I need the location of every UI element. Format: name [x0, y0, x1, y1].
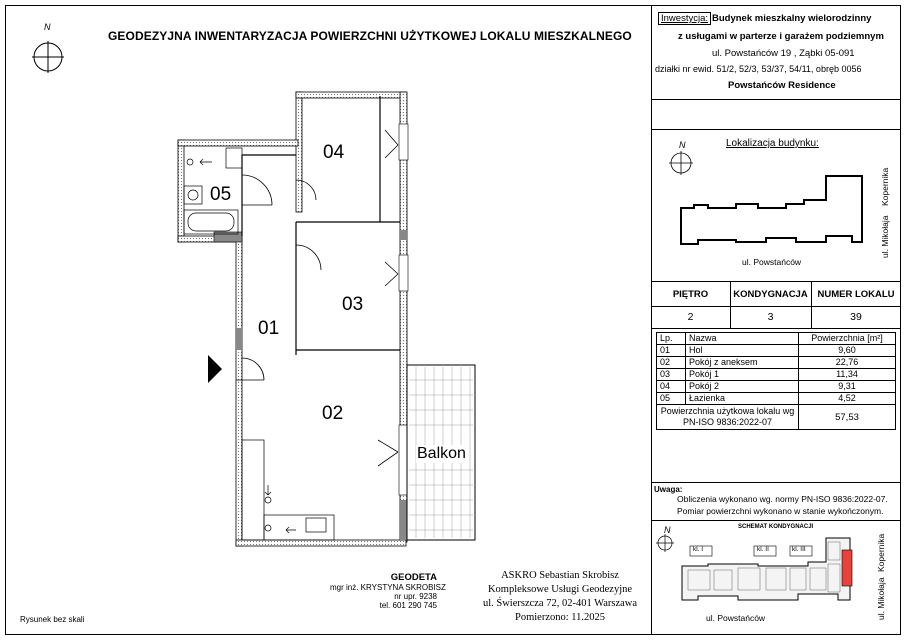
divider: [651, 129, 901, 130]
divider: [651, 99, 901, 100]
firm-address: ul. Świerszcza 72, 02-401 Warszawa: [482, 598, 638, 609]
header-pietro: PIĘTRO: [672, 289, 709, 300]
notes-line1: Obliczenia wykonano wg. normy PN-ISO 9836:2022-07.: [677, 494, 888, 504]
table-header-area: Powierzchnia [m²]: [799, 333, 896, 345]
notes-label: Uwaga:: [654, 485, 683, 494]
location-street-right2: Kopernika: [880, 167, 890, 206]
measurement-date: Pomierzono: 11.2025: [514, 612, 606, 623]
schema-street-right1: ul. Mikołaja: [876, 577, 886, 620]
geodeta-name: mgr inż. KRYSTYNA SKROBISZ: [330, 583, 446, 592]
divider: [651, 306, 901, 307]
balcony-label: Balkon: [417, 445, 466, 462]
schema-klatka-3: kl. III: [792, 546, 806, 553]
investment-label: Inwestycja:: [658, 12, 711, 25]
table-cell: 9,60: [799, 345, 896, 357]
divider: [651, 482, 901, 483]
table-row: [657, 357, 896, 369]
north-arrow-icon: [31, 40, 65, 74]
investment-parcels: działki nr ewid. 51/2, 52/3, 53/37, 54/11, obręb 0056: [655, 64, 862, 74]
schema-title: SCHEMAT KONDYGNACJI: [738, 524, 814, 530]
total-value: 57,53: [799, 405, 896, 430]
room-label-02: 02: [322, 403, 344, 424]
total-label-cell: [657, 405, 799, 430]
table-cell: 4,52: [799, 393, 896, 405]
table-cell: 03: [657, 369, 686, 381]
table-cell: 04: [657, 381, 686, 393]
location-street-bottom: ul. Powstańców: [742, 257, 802, 267]
page-title: GEODEZYJNA INWENTARYZACJA POWIERZCHNI UŻYTKOWEJ LOKALU MIESZKALNEGO: [108, 29, 632, 43]
room-label-04: 04: [323, 142, 345, 163]
table-cell: Pokój z aneksem: [686, 357, 799, 369]
total-label-line2: PN-ISO 9836:2022-07: [682, 417, 773, 427]
building-outline: [676, 170, 871, 250]
table-cell: Pokój 2: [686, 381, 799, 393]
divider: [651, 328, 901, 329]
table-cell: Pokój 1: [686, 369, 799, 381]
value-pietro: 2: [687, 311, 694, 323]
divider: [651, 520, 901, 521]
table-cell: 02: [657, 357, 686, 369]
schema-klatka-1: kl. I: [693, 546, 704, 553]
table-row: [657, 381, 896, 393]
table-row: [657, 345, 896, 357]
value-kondygnacja: 3: [767, 311, 774, 323]
table-total-row: [657, 405, 896, 430]
table-header-name: Nazwa: [686, 333, 799, 345]
table-row: [657, 393, 896, 405]
area-table: [656, 332, 896, 430]
investment-address: ul. Powstańców 19 , Ząbki 05-091: [712, 48, 855, 59]
location-title: Lokalizacja budynku:: [726, 138, 819, 149]
geodeta-phone: tel. 601 290 745: [379, 601, 437, 610]
value-numer-lokalu: 39: [850, 311, 862, 323]
table-cell: Łazienka: [686, 393, 799, 405]
table-cell: 9,31: [799, 381, 896, 393]
table-cell: Hol: [686, 345, 799, 357]
header-kondygnacja: KONDYGNACJA: [733, 289, 808, 300]
table-row: [657, 369, 896, 381]
table-cell: 11,34: [799, 369, 896, 381]
room-label-05: 05: [210, 184, 232, 205]
room-label-01: 01: [258, 318, 280, 339]
firm-name: ASKRO Sebastian Skrobisz: [501, 570, 619, 581]
location-north-label: N: [679, 140, 686, 150]
schema-street-right2: Kopernika: [876, 533, 886, 572]
north-arrow-icon: [655, 533, 675, 553]
total-label-line1: Powierzchnia użytkowa lokalu wg: [660, 406, 795, 416]
header-numer-lokalu: NUMER LOKALU: [817, 289, 895, 300]
north-label: N: [44, 22, 51, 32]
investment-line1: Budynek mieszkalny wielorodzinny: [712, 13, 872, 24]
schema-highlight: [842, 550, 852, 586]
schema-klatka-2: kl. II: [757, 546, 769, 553]
table-cell: 05: [657, 393, 686, 405]
table-cell: 01: [657, 345, 686, 357]
geodeta-licence: nr upr. 9238: [394, 592, 437, 601]
footnote: Rysunek bez skali: [20, 615, 85, 624]
divider: [651, 281, 901, 282]
room-label-03: 03: [342, 294, 364, 315]
geodeta-title: GEODETA: [390, 572, 437, 583]
investment-line2: z usługami w parterze i garażem podziemnym: [678, 31, 884, 42]
table-header-row: [657, 333, 896, 345]
storey-schema: [678, 534, 868, 606]
table-header-lp: Lp.: [657, 333, 686, 345]
notes-line2: Pomiar powierzchni wykonano w stanie wykończonym.: [677, 506, 884, 516]
schema-street-bottom: ul. Powstańców: [706, 613, 766, 623]
investment-name: Powstańców Residence: [728, 80, 836, 91]
table-cell: 22,76: [799, 357, 896, 369]
schema-north-label: N: [664, 525, 671, 535]
firm-services: Kompleksowe Usługi Geodezyjne: [487, 584, 633, 595]
location-street-right1: ul. Mikołaja: [880, 215, 890, 258]
